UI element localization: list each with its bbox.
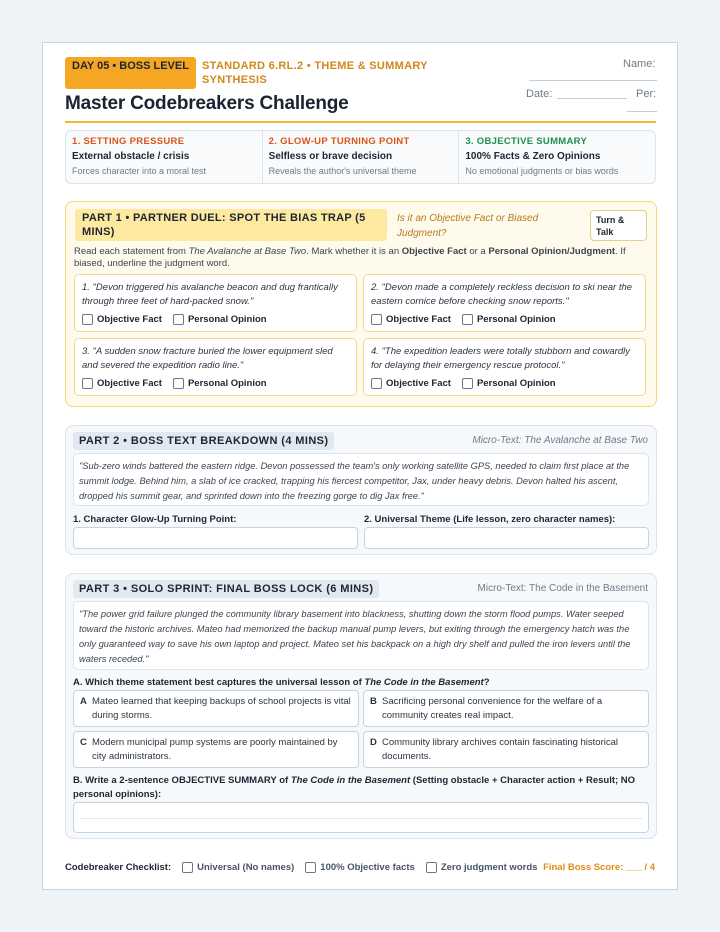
steps-strip	[65, 130, 656, 184]
personal-opinion-option[interactable]: Personal Opinion	[462, 314, 556, 325]
step-heading: 100% Facts & Zero Opinions	[465, 151, 601, 162]
checkbox[interactable]	[82, 378, 93, 389]
part3-title: PART 3 • SOLO SPRINT: FINAL BOSS LOCK (6 MINS)	[73, 580, 379, 598]
question-b: B. Write a 2-sentence OBJECTIVE SUMMARY of The Code in the Basement (Setting obstacle + Character action + Result; NO personal opinions):	[73, 775, 636, 800]
turning-point-field[interactable]	[73, 527, 358, 549]
date-field[interactable]	[557, 98, 627, 99]
step-subtext: No emotional judgments or bias words	[465, 166, 619, 176]
choice-letter: A	[80, 696, 87, 707]
part2-passage: "Sub-zero winds battered the eastern ridge. Devon possessed the team's only working satellite GPS, needed to claim first place at the summit lodge. Behind him, a slab of ice cracked, trapping his fiercest competitor, Jax, under heavy debris. Devon halted his ascent, dropped his summit gear, and sprinted down into the freezing gorge to dig Jax free."	[73, 453, 649, 506]
statement-card	[74, 338, 357, 396]
checkbox[interactable]	[173, 378, 184, 389]
checkbox[interactable]	[182, 862, 193, 873]
objective-fact-option[interactable]: Objective Fact	[371, 314, 451, 325]
universal-theme-field[interactable]	[364, 527, 649, 549]
statement-text: 2. "Devon made a completely reckless decision to ski near the eastern cornice before checking snow reports."	[371, 282, 633, 307]
statement-card	[74, 274, 357, 332]
part3-panel	[65, 573, 657, 839]
step-turning-point	[263, 131, 460, 183]
part2-title: PART 2 • BOSS TEXT BREAKDOWN (4 MINS)	[73, 432, 334, 450]
checkbox[interactable]	[371, 314, 382, 325]
checklist-label: Codebreaker Checklist:	[65, 862, 172, 873]
checkbox[interactable]	[82, 314, 93, 325]
part2-microtext: Micro-Text: The Avalanche at Base Two	[472, 435, 648, 446]
worksheet	[42, 42, 678, 890]
header-divider	[65, 121, 656, 123]
universal-theme-label: 2. Universal Theme (Life lesson, zero character names):	[364, 514, 616, 525]
period-field[interactable]	[627, 111, 657, 112]
checkbox[interactable]	[462, 314, 473, 325]
choice-letter: C	[80, 737, 87, 748]
choice-text: Mateo learned that keeping backups of school projects is vital during storms.	[92, 696, 351, 721]
checklist-item[interactable]: 100% Objective facts	[305, 862, 415, 873]
standard-label: STANDARD 6.RL.2 • THEME & SUMMARY SYNTHESIS	[202, 60, 428, 86]
checkbox[interactable]	[426, 862, 437, 873]
part3-passage: "The power grid failure plunged the community library basement into blackness, shutting down the storm flood pumps. Water seeped toward the historic archives. Mateo had memorized the backup manual pump levers, but exiting through the emergency hatch was the only guaranteed way to save his own laptop and project. Mateo set his backpack on a high dry shelf and pulled the iron levers until the waters receded."	[73, 601, 649, 670]
page-title: Master Codebreakers Challenge	[65, 93, 349, 114]
turning-point-label: 1. Character Glow-Up Turning Point:	[73, 514, 237, 525]
step-setting-pressure	[66, 131, 263, 183]
checkbox[interactable]	[371, 378, 382, 389]
part2-panel	[65, 425, 657, 555]
step-subtext: Reveals the author's universal theme	[268, 166, 417, 176]
choice-d[interactable]	[363, 731, 649, 768]
objective-fact-option[interactable]: Objective Fact	[82, 314, 162, 325]
statement-text: 4. "The expedition leaders were totally stubborn and cowardly for delaying their emergency rescue protocol."	[371, 346, 630, 371]
objective-summary-field[interactable]	[73, 802, 649, 833]
step-objective-summary	[459, 131, 655, 183]
step-heading: External obstacle / crisis	[72, 151, 190, 162]
checkbox[interactable]	[462, 378, 473, 389]
question-a: A. Which theme statement best captures the universal lesson of The Code in the Basement?	[73, 677, 490, 688]
choice-text: Community library archives contain fascinating historical documents.	[382, 737, 619, 762]
choice-a[interactable]	[73, 690, 359, 727]
choice-text: Modern municipal pump systems are poorly maintained by city administrators.	[92, 737, 338, 762]
choice-letter: D	[370, 737, 377, 748]
step-number: 3. OBJECTIVE SUMMARY	[465, 136, 588, 147]
checkbox[interactable]	[305, 862, 316, 873]
name-label: Name:	[623, 58, 656, 70]
final-score: Final Boss Score: ___ / 4	[543, 862, 655, 873]
choice-text: Sacrificing personal convenience for the welfare of a community creates real impact.	[382, 696, 603, 721]
statement-card	[363, 338, 646, 396]
day-badge: DAY 05 • BOSS LEVEL	[65, 57, 196, 89]
turn-and-talk-badge: Turn & Talk	[590, 210, 647, 241]
date-label: Date:	[526, 88, 553, 100]
objective-fact-option[interactable]: Objective Fact	[82, 378, 162, 389]
checklist	[65, 862, 537, 873]
step-number: 1. SETTING PRESSURE	[72, 136, 185, 147]
part1-instructions: Read each statement from The Avalanche at Base Two. Mark whether it is an Objective Fact or a Personal Opinion/Judgment. If biased, underline the judgment word.	[74, 246, 626, 269]
part3-microtext: Micro-Text: The Code in the Basement	[477, 583, 648, 594]
statement-text: 3. "A sudden snow fracture buried the lower equipment sled and severed the expedition radio line."	[82, 346, 333, 371]
part1-question: Is it an Objective Fact or Biased Judgment?	[397, 213, 539, 239]
personal-opinion-option[interactable]: Personal Opinion	[173, 314, 267, 325]
choice-letter: B	[370, 696, 377, 707]
personal-opinion-option[interactable]: Personal Opinion	[173, 378, 267, 389]
checklist-item[interactable]: Universal (No names)	[182, 862, 294, 873]
statement-card	[363, 274, 646, 332]
choice-b[interactable]	[363, 690, 649, 727]
step-number: 2. GLOW-UP TURNING POINT	[268, 136, 410, 147]
part1-title: PART 1 • PARTNER DUEL: SPOT THE BIAS TRAP (5 MINS)	[75, 209, 387, 241]
name-field[interactable]	[529, 80, 657, 81]
choice-c[interactable]	[73, 731, 359, 768]
period-label: Per:	[636, 88, 657, 100]
step-heading: Selfless or brave decision	[268, 151, 393, 162]
checkbox[interactable]	[173, 314, 184, 325]
statement-text: 1. "Devon triggered his avalanche beacon and dug frantically through three feet of hard-packed snow."	[82, 282, 338, 307]
checklist-item[interactable]: Zero judgment words	[426, 862, 538, 873]
writing-line	[80, 818, 642, 819]
part1-panel	[65, 201, 657, 407]
step-subtext: Forces character into a moral test	[72, 166, 207, 176]
objective-fact-option[interactable]: Objective Fact	[371, 378, 451, 389]
personal-opinion-option[interactable]: Personal Opinion	[462, 378, 556, 389]
